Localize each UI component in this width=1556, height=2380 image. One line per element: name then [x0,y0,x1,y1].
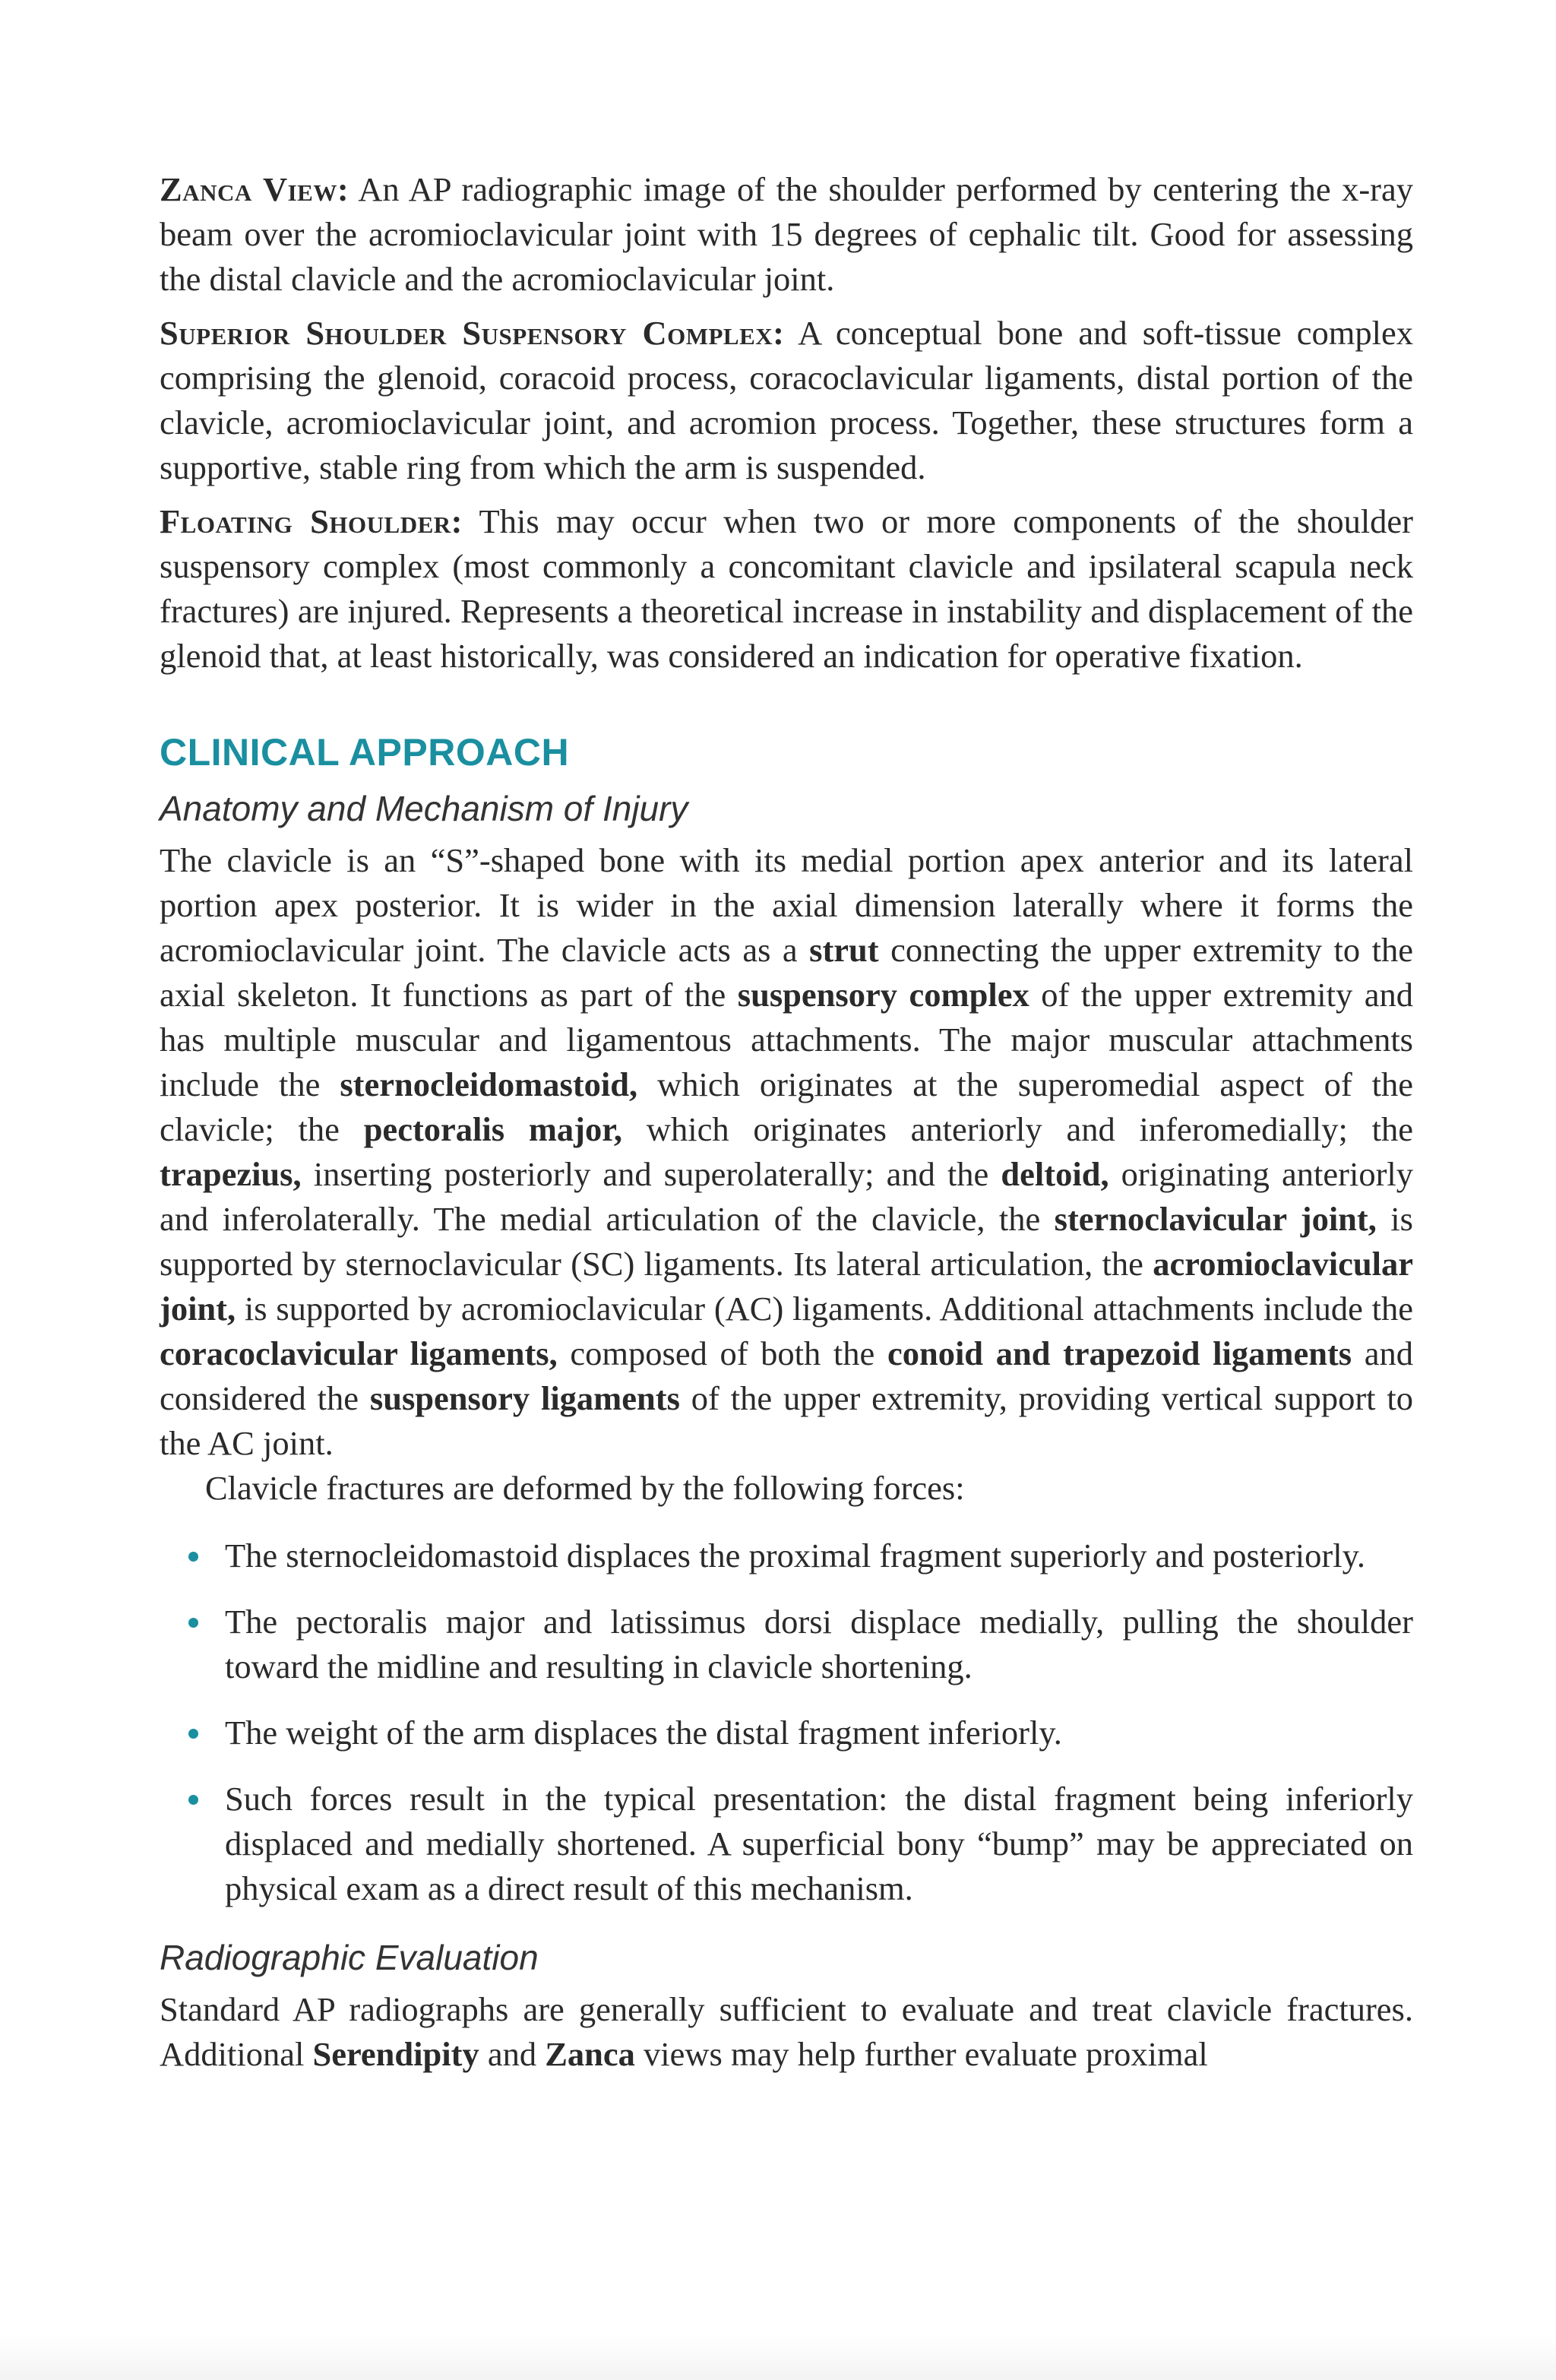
page-bottom-edge [0,2334,1556,2380]
bold-term: sternoclavicular joint, [1054,1200,1377,1238]
list-item [160,1533,1413,1578]
bold-term: acromioclavicular joint, [160,1245,1413,1328]
text-run: of the upper extremity, providing vertical support to the AC joint. [160,1379,1413,1462]
text-run: Standard AP radiographs are generally sufficient to evaluate and treat clavicle fractures. Additional [160,1990,1413,2073]
definition-term: Zanca View: [160,170,349,208]
forces-list [160,1533,1413,1911]
text-run: and considered the [160,1334,1413,1417]
text-run: is supported by sternoclavicular (SC) ligaments. Its lateral articulation, the [160,1200,1413,1283]
subheading-radiographic-evaluation: Radiographic Evaluation [160,1938,539,1977]
text-run: originating anteriorly and inferolaterally. The medial articulation of the clavicle, the [160,1155,1413,1238]
text-run: of the upper extremity and has multiple muscular and ligamentous attachments. The major muscular attachments include the [160,976,1413,1103]
definition-text: A conceptual bone and soft-tissue complex comprising the glenoid, coracoid process, coracoclavicular ligaments, distal portion of the clavicle, acromioclavicular joint, and acromion process. Together, these structures form a supportive, stable ring from which the arm is suspended. [160,314,1414,486]
bold-term: Zanca [545,2035,635,2073]
text-run: which originates anteriorly and inferomedially; the [622,1110,1414,1148]
bold-term: sternocleidomastoid, [340,1065,638,1103]
text-run: connecting the upper extremity to the axial skeleton. It functions as part of the [160,931,1413,1014]
bullet-icon [188,1795,198,1805]
bold-term: suspensory complex [737,976,1029,1014]
text-run: which originates at the superomedial aspect of the clavicle; the [160,1065,1413,1148]
bold-term: Serendipity [312,2035,479,2073]
definition-zanca-view [160,167,1413,302]
radiographic-paragraph [160,1987,1413,2077]
bold-term: pectoralis major, [363,1110,623,1148]
bold-term: strut [809,931,879,969]
section-heading-clinical-approach: CLINICAL APPROACH [160,731,570,774]
document-page [160,167,1413,2077]
list-item [160,1777,1413,1911]
anatomy-paragraph [160,838,1413,1466]
text-run: views may help further evaluate proximal [634,2035,1208,2073]
forces-intro: Clavicle fractures are deformed by the following forces: [205,1469,965,1507]
bullet-icon [188,1618,198,1628]
definition-term: Superior Shoulder Suspensory Complex: [160,314,785,352]
list-item-text: The pectoralis major and latissimus dorsi displace medially, pulling the shoulder toward the midline and resulting in clavicle shortening. [225,1603,1413,1685]
definition-text: An AP radiographic image of the shoulder performed by centering the x-ray beam over the acromioclavicular joint with 15 degrees of cephalic tilt. Good for assessing the distal clavicle and the acromioclavicular joint. [160,170,1414,298]
list-item-text: The sternocleidomastoid displaces the proximal fragment superiorly and posteriorly. [225,1537,1366,1575]
bullet-icon [188,1552,198,1562]
bold-term: coracoclavicular ligaments, [160,1334,558,1372]
definition-text: This may occur when two or more components of the shoulder suspensory complex (most commonly a concomitant clavicle and ipsilateral scapula neck fractures) are injured. Represents a theoretical increase in instability and displacement of the glenoid that, at least historically, was considered an indication for operative fixation. [160,502,1413,675]
list-item-text: Such forces result in the typical presentation: the distal fragment being inferiorly displaced and medially shortened. A superficial bony “bump” may be appreciated on physical exam as a direct result of this mechanism. [225,1780,1413,1907]
definition-floating-shoulder [160,499,1413,679]
list-item [160,1600,1413,1689]
bold-term: suspensory ligaments [369,1379,680,1417]
text-run: composed of both the [557,1334,887,1372]
list-item-text: The weight of the arm displaces the distal fragment inferiorly. [225,1714,1062,1752]
text-run: and [479,2035,546,2073]
text-run: is supported by acromioclavicular (AC) ligaments. Additional attachments include the [236,1290,1413,1328]
definition-term: Floating Shoulder: [160,502,463,540]
bold-term: deltoid, [1001,1155,1109,1193]
bullet-icon [188,1729,198,1739]
text-run: The clavicle is an “S”-shaped bone with its medial portion apex anterior and its lateral portion apex posterior. It is wider in the axial dimension laterally where it forms the acromioclavicular joint. The clavicle acts as a [160,841,1413,969]
definition-superior-shoulder-suspensory-complex [160,311,1413,490]
bold-term: conoid and trapezoid ligaments [887,1334,1352,1372]
list-item [160,1711,1413,1755]
subheading-anatomy-mechanism: Anatomy and Mechanism of Injury [160,789,688,828]
bold-term: trapezius, [160,1155,302,1193]
text-run: inserting posteriorly and superolaterally; and the [301,1155,1001,1193]
